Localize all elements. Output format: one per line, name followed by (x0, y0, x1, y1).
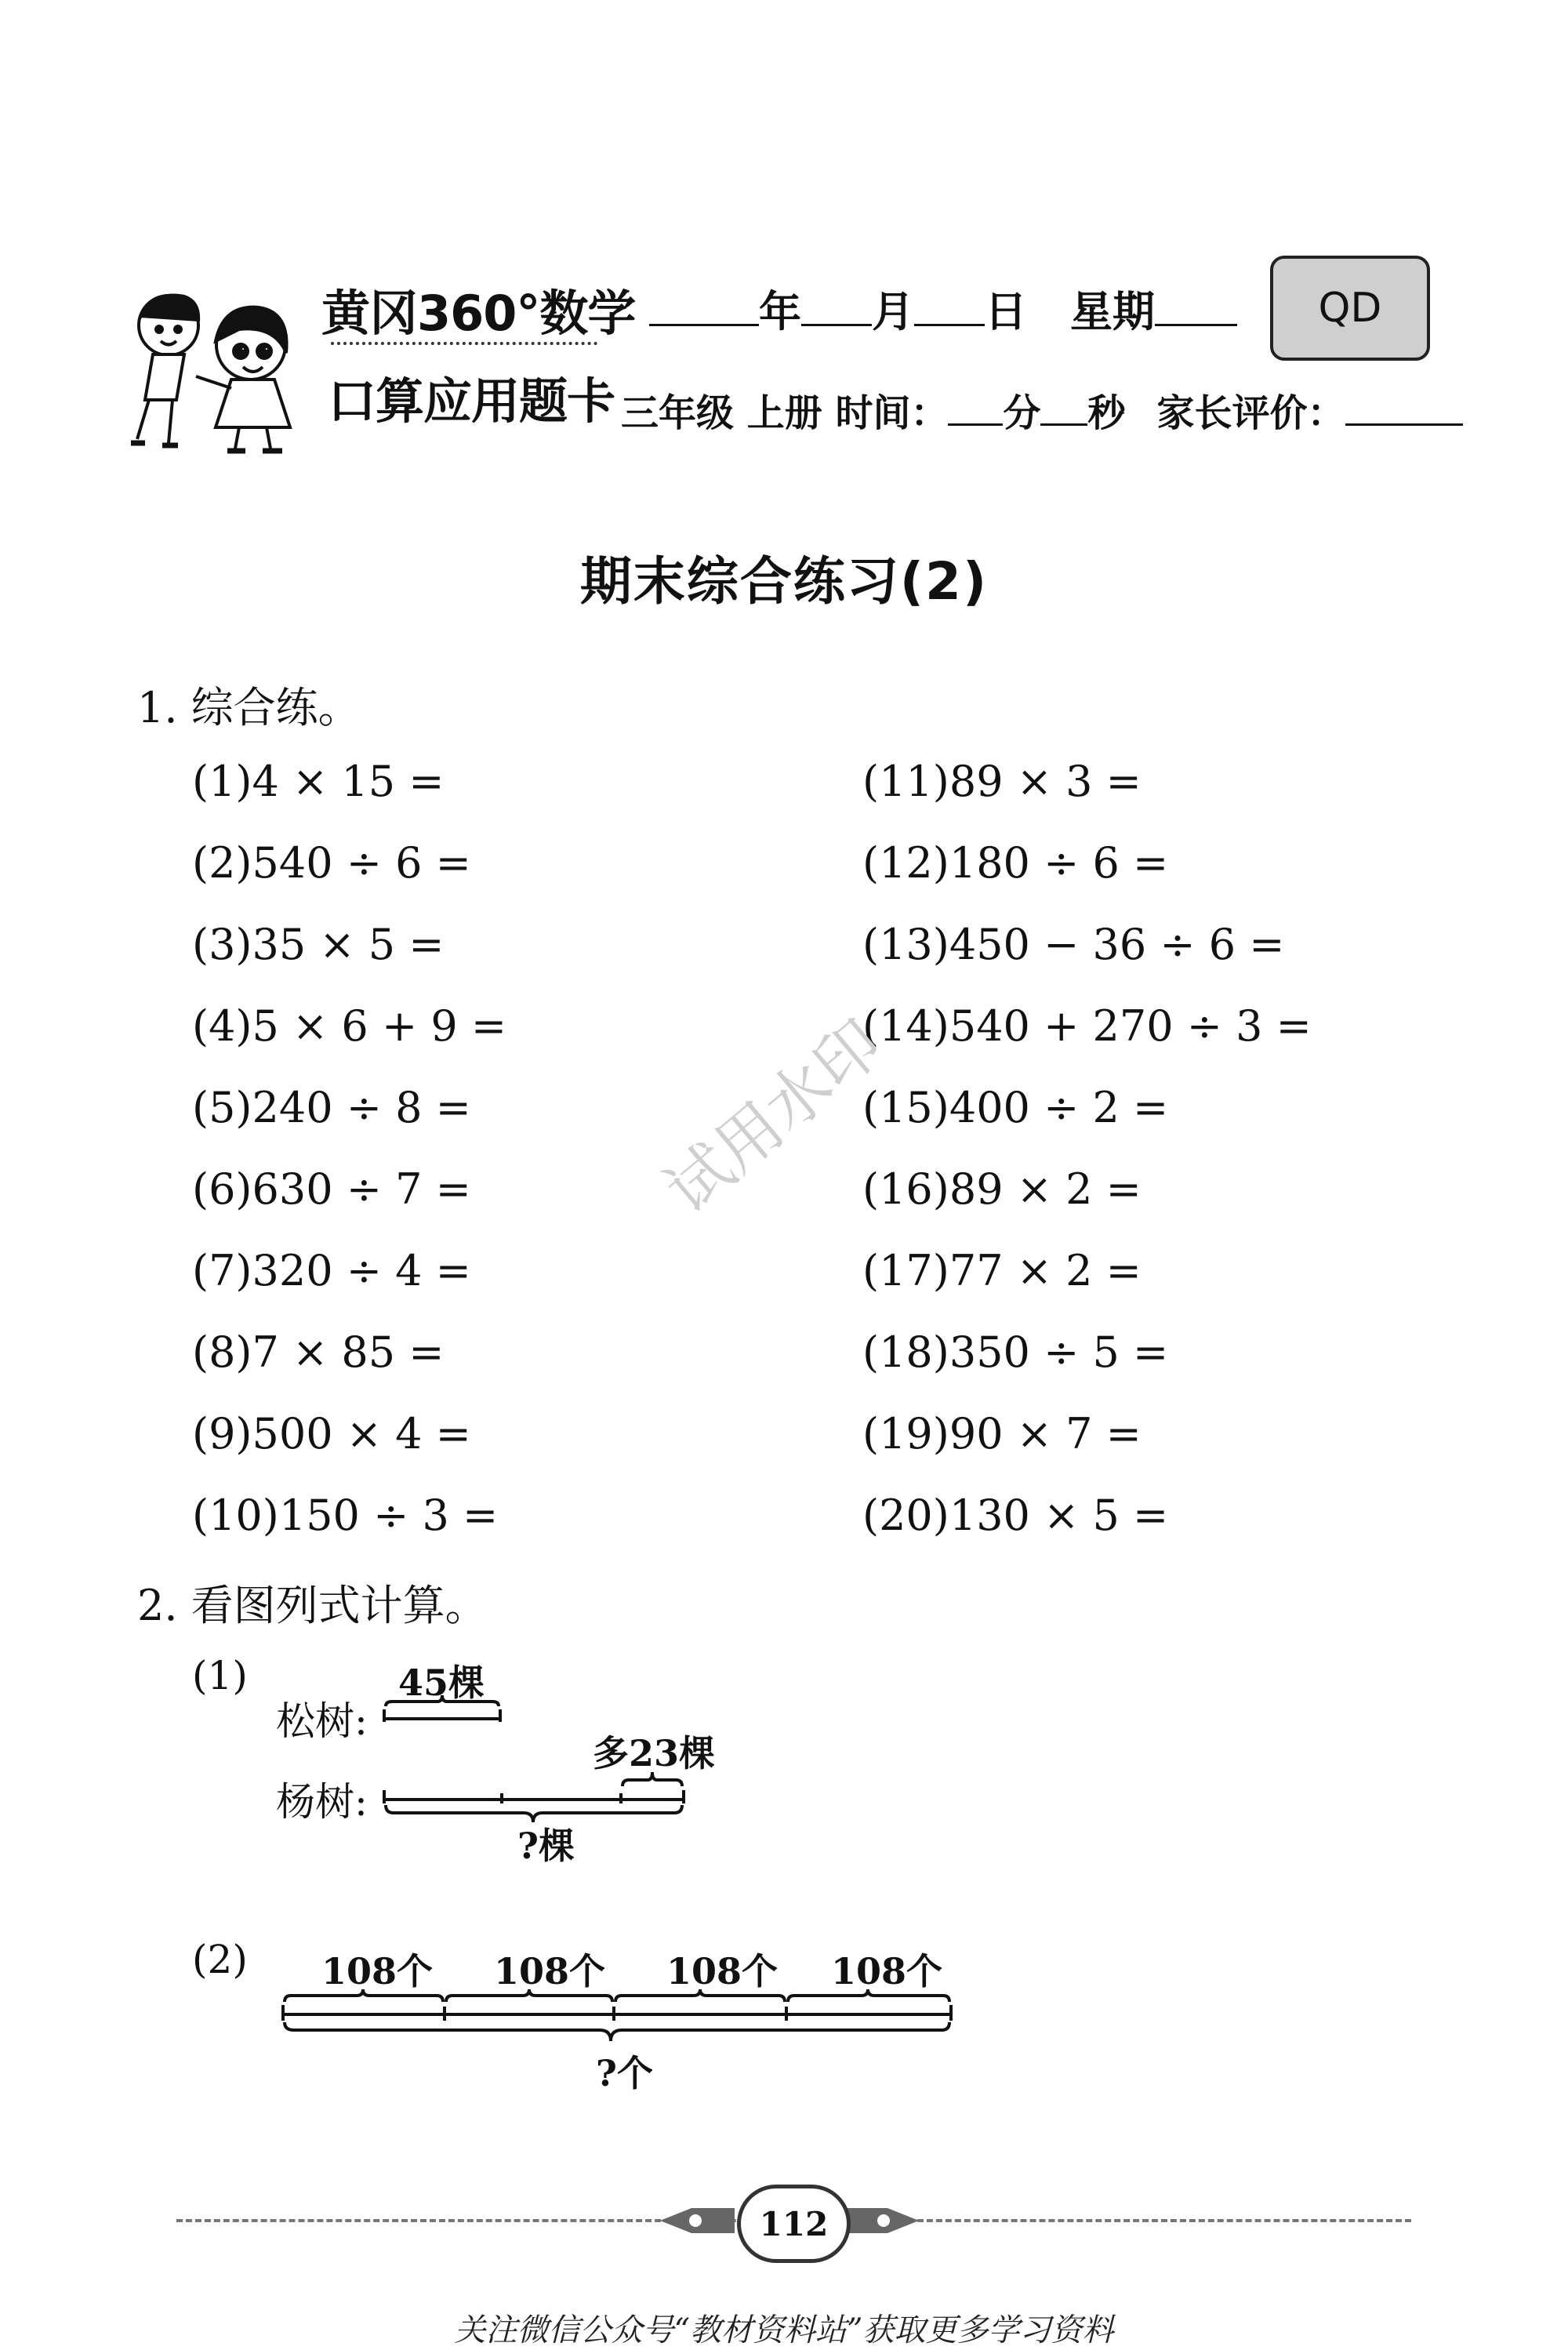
weekday-blank[interactable] (1155, 324, 1237, 326)
segment-4-brace (788, 1989, 949, 2002)
second-label: 秒 (1087, 391, 1126, 435)
segment-4-label: 108个 (831, 1950, 943, 1992)
day-label: 日 (985, 286, 1027, 336)
parent-eval-blank[interactable] (1345, 423, 1463, 426)
footer-note: 关注微信公众号“教材资料站”获取更多学习资料 (454, 2312, 1114, 2348)
problem-19: (19)90 × 7 = (862, 1409, 1142, 1458)
time-label: 时间： (835, 391, 949, 435)
month-blank[interactable] (801, 324, 872, 326)
pine-brace (386, 1695, 499, 1706)
problem-5: (5)240 ÷ 8 = (192, 1083, 471, 1132)
problem-15: (15)400 ÷ 2 = (862, 1083, 1169, 1132)
year-blank[interactable] (649, 324, 759, 326)
problem-1: (1)4 × 15 = (192, 757, 445, 806)
grade-label: 三年级 上册 (621, 391, 822, 435)
weekday-label: 星期 (1070, 286, 1155, 336)
day-blank[interactable] (914, 324, 985, 326)
segment-2-label: 108个 (494, 1950, 606, 1992)
problem-3: (3)35 × 5 = (192, 920, 445, 969)
brand-title: 黄冈360°数学 (321, 285, 636, 342)
pine-value-label: 45棵 (398, 1662, 485, 1704)
page-number: 112 (737, 2185, 851, 2263)
minute-blank[interactable] (948, 423, 1003, 426)
extra-brace (622, 1772, 682, 1786)
problem-13: (13)450 − 36 ÷ 6 = (862, 920, 1285, 969)
segment-2-brace (446, 1989, 612, 2002)
segment-3-brace (615, 1989, 785, 2002)
problem-8: (8)7 × 85 = (192, 1328, 445, 1377)
edition-badge: QD (1270, 256, 1430, 361)
diagram-1-number: (1) (192, 1653, 248, 1698)
diagram-2-bars (278, 1988, 984, 2058)
problem-12: (12)180 ÷ 6 = (862, 838, 1169, 888)
segment-1-label: 108个 (321, 1950, 434, 1992)
problem-7: (7)320 ÷ 4 = (192, 1246, 471, 1295)
poplar-question-label: ?棵 (517, 1825, 575, 1867)
info-row (621, 383, 1463, 437)
extra-label: 多23棵 (593, 1732, 716, 1774)
segment-3-label: 108个 (666, 1950, 779, 1992)
pine-label: 松树: (276, 1698, 368, 1744)
poplar-total-brace (386, 1805, 682, 1822)
page-title: 期末综合练习(2) (579, 551, 989, 612)
watermark: 试用水印 (652, 1005, 897, 1229)
section-1-heading: 1. 综合练。 (137, 683, 361, 732)
problem-4: (4)5 × 6 + 9 = (192, 1001, 507, 1051)
minute-label: 分 (1003, 391, 1041, 435)
poplar-bar (384, 1790, 684, 1803)
parent-eval-label: 家长评价： (1156, 391, 1345, 435)
kids-illustration-icon (122, 282, 333, 463)
brand-subtitle: 口算应用题卡 (328, 372, 615, 430)
problem-10: (10)150 ÷ 3 = (192, 1491, 499, 1540)
second-blank[interactable] (1040, 423, 1087, 426)
total-question-label: ?个 (596, 2052, 653, 2094)
problem-17: (17)77 × 2 = (862, 1246, 1142, 1295)
poplar-label: 杨树: (276, 1779, 368, 1825)
pine-bar (384, 1709, 500, 1722)
month-label: 月 (872, 286, 914, 336)
problem-16: (16)89 × 2 = (862, 1164, 1142, 1214)
segments-bar (283, 2005, 951, 2021)
problem-14: (14)540 + 270 ÷ 3 = (862, 1001, 1312, 1051)
kids-illustration (122, 282, 333, 463)
problem-20: (20)130 × 5 = (862, 1491, 1169, 1540)
problem-11: (11)89 × 3 = (862, 757, 1142, 806)
brand-divider (331, 342, 597, 345)
problem-18: (18)350 ÷ 5 = (862, 1328, 1169, 1377)
year-label: 年 (759, 286, 801, 336)
diagram-2-number: (2) (192, 1937, 248, 1982)
date-row (649, 278, 1237, 339)
total-brace (285, 2022, 949, 2041)
diagram-1-bars (376, 1686, 706, 1827)
problem-2: (2)540 ÷ 6 = (192, 838, 471, 888)
problem-6: (6)630 ÷ 7 = (192, 1164, 471, 1214)
segment-1-brace (285, 1989, 443, 2002)
section-2-heading: 2. 看图列式计算。 (137, 1581, 488, 1630)
problem-9: (9)500 × 4 = (192, 1409, 471, 1458)
